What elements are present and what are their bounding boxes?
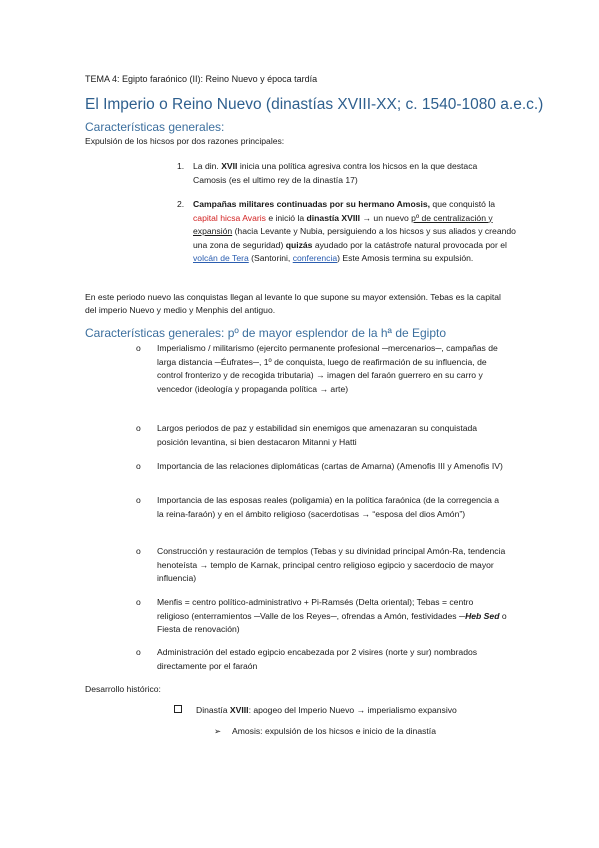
item-number: 2. bbox=[177, 199, 185, 209]
volcano-tera-link[interactable]: volcán de Tera bbox=[193, 253, 249, 263]
list-item-capitals: o Menfis = centro político-administrativo + Pi-Ramsés (Delta oriental); Tebas = centro religioso (enterramientos ─Valle de los Reyes─, ofrendas a Amón, festividades ─Heb Sed o Fiesta de renovación) bbox=[136, 597, 507, 634]
section3-title: Desarrollo histórico: bbox=[85, 684, 161, 694]
arrow-bullet-icon: ➢ bbox=[214, 726, 222, 736]
section1-intro: Expulsión de los hicsos por dos razones principales: bbox=[85, 136, 285, 146]
numbered-item-2: 2. Campañas militares continuadas por su hermano Amosis, que conquistó la capital hicsa Avaris e inició la dinastía XVIII → un nuevo pº de centralización y expansión (hacia Levante y Nubia, persiguiendo a los hicsos y sus aliados y creando una zona de seguridad) quizás ayudado por la catástrofe natural provocada por el volcán de Tera (Santorini, conferencia) Este Amosis termina su expulsión. bbox=[177, 199, 516, 263]
section1-outro: En este periodo nuevo las conquistas llegan al levante lo que supone su mayor extensión. Tebas es la capital del imperio Nuevo y medio y Menphis del antiguo. bbox=[85, 292, 501, 315]
list-item-peace: o Largos periodos de paz y estabilidad sin enemigos que amenazaran su conquistada posición levantina, si bien destacaron Mitanni y Hatti bbox=[136, 423, 478, 447]
bullet-marker: o bbox=[136, 546, 141, 556]
dynasty-xviii-line: Dinastía XVIII: apogeo del Imperio Nuevo → imperialismo expansivo bbox=[196, 704, 457, 717]
capital-avaris-highlight: capital hicsa Avaris bbox=[193, 212, 266, 223]
amosis-line: ➢ Amosis: expulsión de los hicsos e inicio de la dinastía bbox=[214, 726, 436, 736]
numbered-item-1: 1. La din. XVII inicia una política agresiva contra los hicsos en la que destaca Camosis (es el ultimo rey de la dinastía 17) bbox=[177, 161, 478, 185]
section1-title: Características generales: bbox=[85, 120, 225, 134]
list-item-diplomacy: o Importancia de las relaciones diplomáticas (cartas de Amarna) (Amenofis III y Amenofis IV) bbox=[157, 460, 507, 474]
main-heading: El Imperio o Reino Nuevo (dinastías XVIII-XX; c. 1540-1080 a.e.c.) bbox=[85, 96, 544, 113]
bullet-marker: o bbox=[136, 461, 141, 471]
item-number: 1. bbox=[177, 161, 185, 171]
bullet-marker: o bbox=[136, 343, 141, 353]
list-item-imperialism: o Imperialismo / militarismo (ejercito permanente profesional ─mercenarios─, campañas de larga distancia ─Éufrates─, 1º de conquista, luego de reafirmación de su influencia, de control fronterizo y de recogida tributaria) → imagen del faraón guerrero en su carro y vencedor (ideología y propaganda política → arte) bbox=[136, 343, 498, 394]
list-item-temples: o Construcción y restauración de templos (Tebas y su divinidad principal Amón-Ra, tendencia henoteísta → templo de Karnak, principal centro religioso egipcio y sacerdocio de mayor influencia) bbox=[136, 546, 506, 583]
conference-link[interactable]: conferencia bbox=[292, 253, 338, 263]
bullet-marker: o bbox=[136, 597, 141, 607]
bullet-marker: o bbox=[136, 423, 141, 433]
checkbox-bullet-icon bbox=[174, 705, 182, 713]
list-item-administration: o Administración del estado egipcio encabezada por 2 visires (norte y sur) nombrados directamente por el faraón bbox=[136, 647, 478, 671]
list-item-royal-wives: o Importancia de las esposas reales (poligamia) en la política faraónica (de la corregencia a la reina-faraón) y en el ámbito religioso (sacerdotisas → “esposa del dios Amón”) bbox=[136, 495, 500, 519]
bullet-marker: o bbox=[136, 647, 141, 657]
topic-line: TEMA 4: Egipto faraónico (II): Reino Nuevo y época tardía bbox=[85, 74, 318, 84]
bullet-marker: o bbox=[136, 495, 141, 505]
section2-title: Características generales: pº de mayor esplendor de la hª de Egipto bbox=[85, 326, 447, 340]
